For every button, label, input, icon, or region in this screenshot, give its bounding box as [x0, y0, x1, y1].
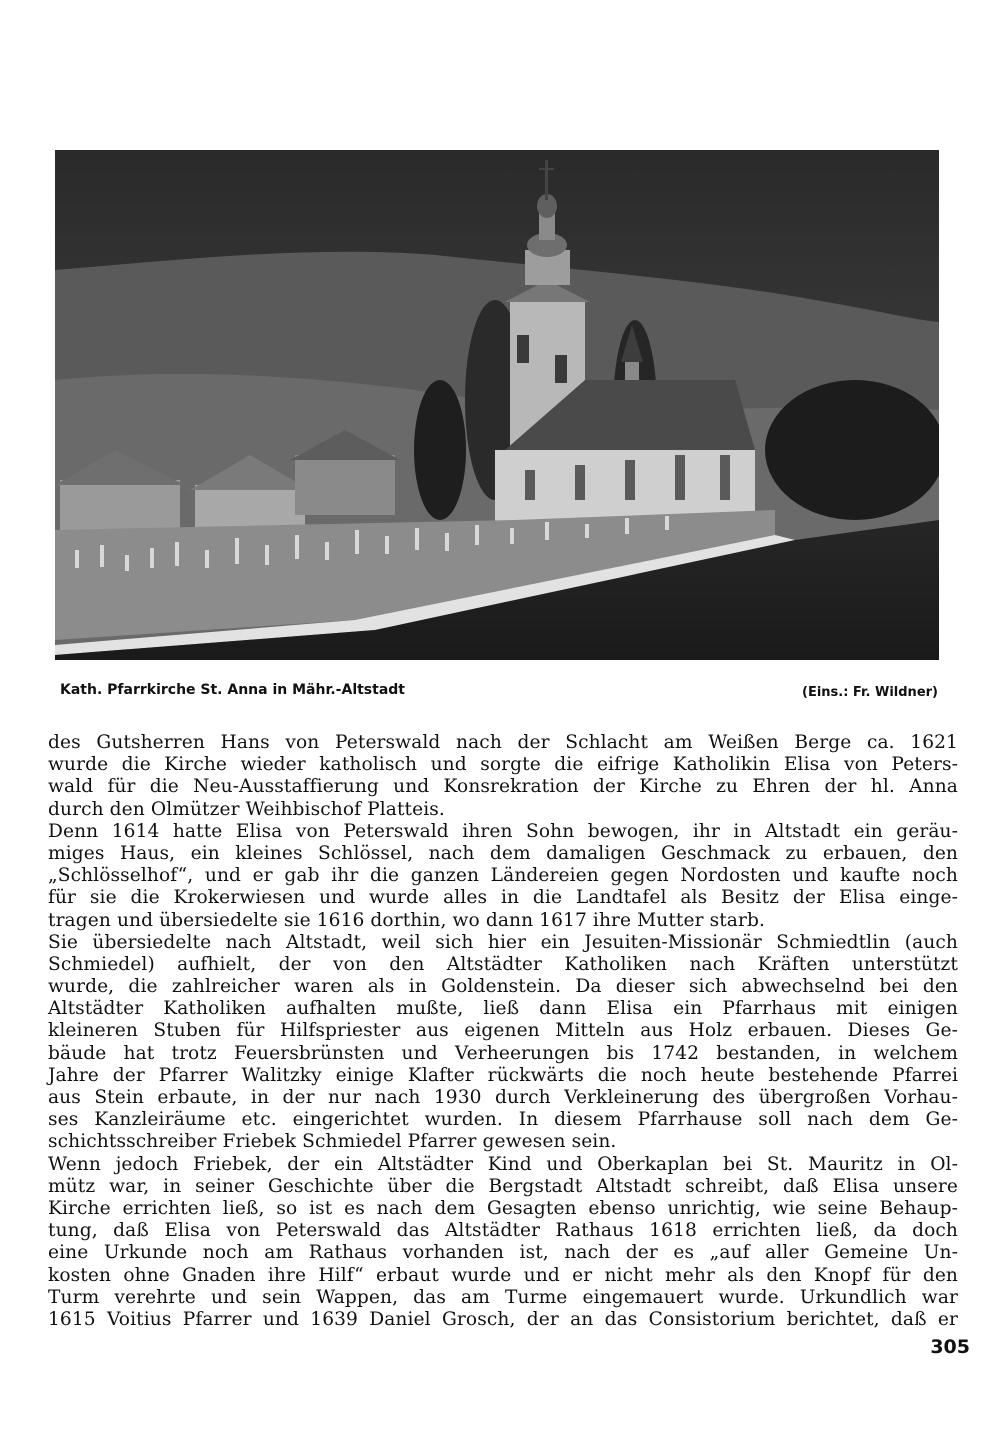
text-line: durch den Olmützer Weihbischof Platteis. [48, 798, 445, 820]
text-line: des Gutsherren Hans von Peterswald nach der Schlacht am Weißen Berge ca. 1621 [48, 732, 958, 753]
text-line: Wenn jedoch Friebek, der ein Altstädter Kind und Oberkaplan bei St. Mauritz in Ol- [48, 1153, 958, 1175]
text-line: Sie übersiedelte nach Altstadt, weil sich hier ein Jesuiten-Missionär Schmiedtlin (auch [48, 931, 958, 953]
text-line: aus Stein erbaute, in der nur nach 1930 durch Verkleinerung des übergroßen Vorhau- [48, 1087, 958, 1108]
photo-credit: (Eins.: Fr. Wildner) [802, 685, 938, 700]
paragraph-4 [48, 1154, 958, 1332]
paragraph-1 [48, 732, 958, 821]
paragraph-2 [48, 821, 958, 932]
text-line: miges Haus, ein kleines Schlössel, nach dem damaligen Geschmack zu erbauen, den [48, 842, 958, 864]
text-line: Kirche errichten ließ, so ist es nach dem Gesagten ebenso unrichtig, wie seine Behaup- [48, 1197, 958, 1219]
text-line: tung, daß Elisa von Peterswald das Altstädter Rathaus 1618 errichten ließ, da doch [48, 1220, 958, 1242]
text-line: wald für die Neu-Ausstaffierung und Konsrekration der Kirche zu Ehren der hl. Anna [48, 776, 958, 798]
text-line: Turm verehrte und sein Wappen, das am Turme eingemauert wurde. Urkundlich war [48, 1286, 958, 1308]
text-line: Altstädter Katholiken aufhalten mußte, ließ dann Elisa ein Pfarrhaus mit einigen [48, 998, 958, 1020]
text-line: eine Urkunde noch am Rathaus vorhanden ist, nach der es „auf aller Gemeine Un- [48, 1242, 958, 1264]
photo-caption: Kath. Pfarrkirche St. Anna in Mähr.-Altstadt [60, 682, 405, 698]
paragraph-3 [48, 932, 958, 1154]
body-text [48, 732, 958, 1331]
text-line: mütz war, in seiner Geschichte über die Bergstadt Altstadt schreibt, daß Elisa unsere [48, 1175, 958, 1197]
text-line: ses Kanzleiräume etc. eingerichtet wurden. In diesem Pfarrhause soll nach dem Ge- [48, 1109, 958, 1131]
text-line: schichtsschreiber Friebek Schmiedel Pfarrer gewesen sein. [48, 1131, 617, 1153]
text-line: Jahre der Pfarrer Walitzky einige Klafter rückwärts die noch heute bestehende Pfarrei [48, 1064, 958, 1086]
church-photo-icon [55, 150, 939, 660]
text-line: tragen und übersiedelte sie 1616 dorthin, wo dann 1617 ihre Mutter starb. [48, 909, 765, 931]
text-line: wurde die Kirche wieder katholisch und sorgte die eifrige Katholikin Elisa von Peters- [48, 754, 958, 776]
text-line: 1615 Voitius Pfarrer und 1639 Daniel Grosch, der an das Consistorium berichtet, daß er [48, 1308, 958, 1330]
text-line: Schmiedel) aufhielt, der von den Altstädter Katholiken nach Kräften unterstützt [48, 953, 958, 975]
text-line: für sie die Krokerwiesen und wurde alles in die Landtafel als Besitz der Elisa einge- [48, 887, 958, 909]
church-photo [55, 150, 939, 660]
text-line: wurde, die zahlreicher waren als in Goldenstein. Da dieser sich abwechselnd bei den [48, 976, 958, 998]
text-line: „Schlösselhof“, und er gab ihr die ganzen Ländereien gegen Nordosten und kaufte noch [48, 865, 958, 887]
text-line: kosten ohne Gnaden ihre Hilf“ erbaut wurde und er nicht mehr als den Knopf für den [48, 1264, 958, 1286]
text-line: Denn 1614 hatte Elisa von Peterswald ihren Sohn bewogen, ihr in Altstadt ein geräu- [48, 820, 958, 842]
text-line: kleineren Stuben für Hilfspriester aus eigenen Mitteln aus Holz erbauen. Dieses Ge- [48, 1020, 958, 1042]
page-number: 305 [930, 1336, 970, 1358]
text-line: bäude hat trotz Feuersbrünsten und Verheerungen bis 1742 bestanden, in welchem [48, 1042, 958, 1064]
